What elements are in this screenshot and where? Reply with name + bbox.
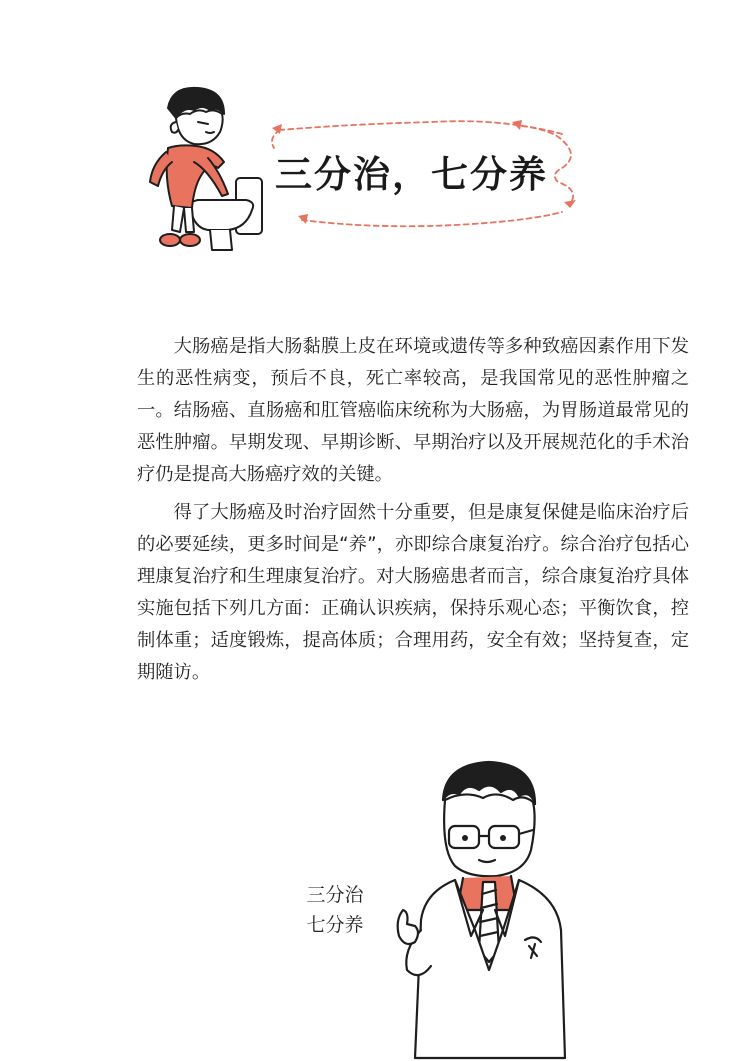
page-title: 三分治，七分养 xyxy=(275,153,548,196)
motto-caption xyxy=(300,880,370,940)
motto-line-1: 三分治 xyxy=(306,884,364,906)
motto-line-2: 七分养 xyxy=(306,914,364,936)
article-paragraph: 得了大肠癌及时治疗固然十分重要，但是康复保健是临床治疗后的必要延续，更多时间是“养”，亦即综合康复治疗。综合治疗包括心理康复治疗和生理康复治疗。对大肠癌患者而言，综合康复治疗具体实施包括下列几方面：正确认识疾病，保持乐观心态；平衡饮食，控制体重；适度锻炼，提高体质；合理用药，安全有效；坚持复查，定期随访。 xyxy=(137,502,689,683)
doctor-thumbs-up-illustration xyxy=(385,760,590,1060)
article-body xyxy=(137,331,689,695)
article-paragraph: 大肠癌是指大肠黏膜上皮在环境或遗传等多种致癌因素作用下发生的恶性病变，预后不良，死亡率较高，是我国常见的恶性肿瘤之一。结肠癌、直肠癌和肛管癌临床统称为大肠癌，为胃肠道最常见的恶性肿瘤。早期发现、早期诊断、早期治疗以及开展规范化的手术治疗仍是提高大肠癌疗效的关键。 xyxy=(137,336,689,485)
